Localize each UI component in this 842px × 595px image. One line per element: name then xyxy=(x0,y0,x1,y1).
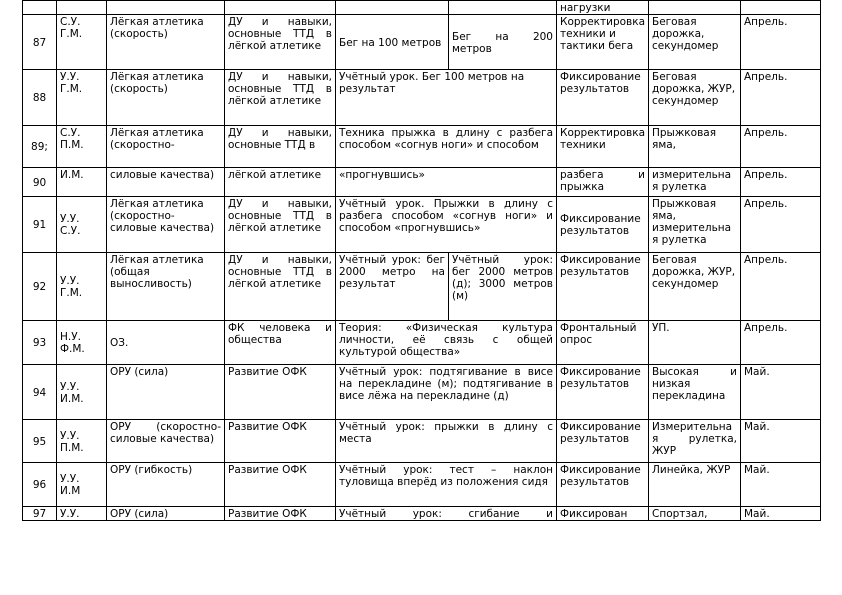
table-row xyxy=(23,365,821,420)
cell-form: Фронтальный опрос xyxy=(557,321,649,365)
cell-equipment: Высокая и низкая перекладина xyxy=(649,365,741,420)
cell-content: Теория: «Физическая культура личности, её связь с общей культурой общества» xyxy=(336,321,557,365)
cell-month: Апрель. xyxy=(741,321,821,365)
cell-number: 96 xyxy=(23,463,57,507)
cell-number: 88 xyxy=(23,70,57,126)
cell-element: Развитие ОФК xyxy=(225,365,336,420)
cell-element: Развитие ОФК xyxy=(225,420,336,463)
cell-form: Фиксирование результатов xyxy=(557,253,649,321)
table-row xyxy=(23,15,821,70)
cell-section: Лёгкая атлетика (скорость) xyxy=(107,15,225,70)
cell-number: 91 xyxy=(23,197,57,253)
cell-equipment: Спортзал, xyxy=(649,507,741,521)
cell-element: Развитие ОФК xyxy=(225,463,336,507)
cell-code: У.У. С.У. xyxy=(57,197,107,253)
cell-number: 89; xyxy=(23,126,57,168)
cell-element: ДУ и навыки, основные ТТД в лёгкой атлетике xyxy=(225,197,336,253)
cell-equipment: измерительная рулетка xyxy=(649,168,741,197)
cell-month: Апрель. xyxy=(741,168,821,197)
cell-element: ФК человека и общества xyxy=(225,321,336,365)
table-row xyxy=(23,168,821,197)
cell-content: Учётный урок: бег 2000 метро на результат xyxy=(336,253,449,321)
cell-code: И.М. xyxy=(57,168,107,197)
cell-section: Лёгкая атлетика (скоростно-силовые качества) xyxy=(107,197,225,253)
cell-code: У.У. Г.М. xyxy=(57,253,107,321)
cell-number: 97 xyxy=(23,507,57,521)
cell-content: Учётный урок. Бег 100 метров на результат xyxy=(336,70,557,126)
cell-number: 92 xyxy=(23,253,57,321)
cell-content: «прогнувшись» xyxy=(336,168,557,197)
table-row xyxy=(23,253,821,321)
cell-element: ДУ и навыки, основные ТТД в лёгкой атлетике xyxy=(225,70,336,126)
cell-section: силовые качества) xyxy=(107,168,225,197)
cell-month: Май. xyxy=(741,463,821,507)
cell-element: ДУ и навыки, основные ТТД в лёгкой атлетике xyxy=(225,15,336,70)
cell-number: 95 xyxy=(23,420,57,463)
cell-form: Фиксирование результатов xyxy=(557,70,649,126)
cell-section: ОЗ. xyxy=(107,321,225,365)
cell-equipment: Беговая дорожка, секундомер xyxy=(649,15,741,70)
table-row xyxy=(23,321,821,365)
cell-month: Апрель. xyxy=(741,253,821,321)
cell-section: ОРУ (гибкость) xyxy=(107,463,225,507)
cell-code: С.У. Г.М. xyxy=(57,15,107,70)
cell-equipment: Прыжковая яма, измерительная рулетка xyxy=(649,197,741,253)
cell-equipment: Беговая дорожка, ЖУР, секундомер xyxy=(649,253,741,321)
cell-form: Фиксирование результатов xyxy=(557,463,649,507)
cell-form: Корректировка техники и тактики бега xyxy=(557,15,649,70)
cell-code: У.У. xyxy=(57,507,107,521)
cell-form: нагрузки xyxy=(557,1,649,15)
cell-code: У.У. Г.М. xyxy=(57,70,107,126)
cell-content: Техника прыжка в длину с разбега способом «согнув ноги» и способом xyxy=(336,126,557,168)
cell-form: разбега и прыжка xyxy=(557,168,649,197)
cell-element: Развитие ОФК xyxy=(225,507,336,521)
cell-section: Лёгкая атлетика (скорость) xyxy=(107,70,225,126)
table-row xyxy=(23,197,821,253)
cell-equipment: Измерительная рулетка, ЖУР xyxy=(649,420,741,463)
cell-content: Учётный урок: сгибание и xyxy=(336,507,557,521)
cell-equipment: УП. xyxy=(649,321,741,365)
cell-month: Май. xyxy=(741,365,821,420)
cell-element: ДУ и навыки, основные ТТД в xyxy=(225,126,336,168)
cell-section: ОРУ (скоростно-силовые качества) xyxy=(107,420,225,463)
cell-section: Лёгкая атлетика (общая выносливость) xyxy=(107,253,225,321)
cell-form: Фиксирование результатов xyxy=(557,197,649,253)
cell-code: Н.У. Ф.М. xyxy=(57,321,107,365)
cell-equipment: Беговая дорожка, ЖУР, секундомер xyxy=(649,70,741,126)
table-row xyxy=(23,126,821,168)
cell-month: Апрель. xyxy=(741,197,821,253)
cell-section: Лёгкая атлетика (скоростно- xyxy=(107,126,225,168)
cell-number: 94 xyxy=(23,365,57,420)
cell-content: Бег на 200 метров xyxy=(449,15,557,70)
cell-content: Учётный урок: подтягивание в висе на перекладине (м); подтягивание в висе лёжа на перекладине (д) xyxy=(336,365,557,420)
lesson-plan-table xyxy=(22,0,821,521)
cell-code: С.У. П.М. xyxy=(57,126,107,168)
cell-number: 87 xyxy=(23,15,57,70)
table-row xyxy=(23,507,821,521)
cell-form: Корректировка техники xyxy=(557,126,649,168)
cell-month: Май. xyxy=(741,420,821,463)
table-row xyxy=(23,420,821,463)
cell-section: ОРУ (сила) xyxy=(107,365,225,420)
cell-number: 93 xyxy=(23,321,57,365)
cell-form: Фиксирование результатов xyxy=(557,365,649,420)
cell-element: ДУ и навыки, основные ТТД в лёгкой атлетике xyxy=(225,253,336,321)
cell-section: ОРУ (сила) xyxy=(107,507,225,521)
cell-code: У.У. П.М. xyxy=(57,420,107,463)
table-row xyxy=(23,70,821,126)
cell-month: Май. xyxy=(741,507,821,521)
table-row xyxy=(23,1,821,15)
cell-number: 90 xyxy=(23,168,57,197)
cell-content: Учётный урок. Прыжки в длину с разбега способом «согнув ноги» и способом «прогнувшись» xyxy=(336,197,557,253)
cell-form: Фиксирован xyxy=(557,507,649,521)
cell-content: Учётный урок: тест – наклон туловища вперёд из положения сидя xyxy=(336,463,557,507)
cell-content: Учётный урок: прыжки в длину с места xyxy=(336,420,557,463)
cell-month: Апрель. xyxy=(741,126,821,168)
cell-equipment: Линейка, ЖУР xyxy=(649,463,741,507)
cell-code: У.У. И.М xyxy=(57,463,107,507)
cell-content: Учётный урок: бег 2000 метров (д); 3000 метров (м) xyxy=(449,253,557,321)
cell-content: Бег на 100 метров xyxy=(336,15,449,70)
cell-code: У.У. И.М. xyxy=(57,365,107,420)
cell-equipment: Прыжковая яма, xyxy=(649,126,741,168)
table-row xyxy=(23,463,821,507)
cell-form: Фиксирование результатов xyxy=(557,420,649,463)
cell-month: Апрель. xyxy=(741,15,821,70)
cell-element: лёгкой атлетике xyxy=(225,168,336,197)
cell-month: Апрель. xyxy=(741,70,821,126)
